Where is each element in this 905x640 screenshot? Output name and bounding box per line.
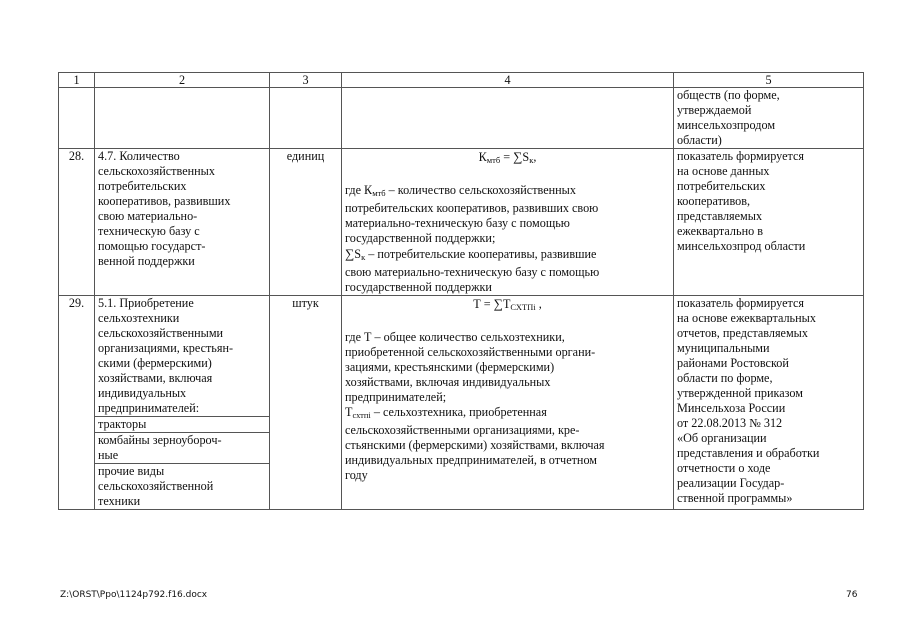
method-cell bbox=[342, 296, 674, 510]
desc-pre: Т bbox=[345, 405, 353, 419]
subitem-combines bbox=[95, 432, 269, 463]
desc-pre: где К bbox=[345, 183, 373, 197]
source-cell bbox=[674, 88, 864, 149]
row-number: 28. bbox=[59, 149, 95, 296]
subitem-tractors bbox=[95, 416, 269, 432]
page-number: 76 bbox=[846, 590, 858, 600]
table-row-28 bbox=[59, 149, 864, 296]
formula-rhs-sub: СХТПi bbox=[510, 302, 536, 312]
formula-rhs: S bbox=[522, 150, 530, 164]
method-description-2 bbox=[345, 405, 670, 483]
method-description-1 bbox=[345, 183, 670, 246]
desc-pre: S bbox=[354, 247, 362, 261]
indicator-cell bbox=[95, 88, 270, 149]
desc-sub: к bbox=[361, 252, 366, 262]
indicator-name: 5.1. Приобретение сельхозтехники сельскохозяйственными организациями, крестьян- скими (фермерскими) хозяйствами, включая индивидуальных предпринимателей: bbox=[98, 296, 234, 415]
formula-rhs-sub: к bbox=[529, 155, 534, 165]
source-cell bbox=[674, 149, 864, 296]
formula-lhs-sub: мтб bbox=[486, 155, 501, 165]
formula-lhs: Т bbox=[473, 297, 481, 311]
table-row-29 bbox=[59, 296, 864, 510]
unit-cell bbox=[270, 88, 342, 149]
header-col-2: 2 bbox=[95, 73, 270, 88]
formula-lhs: К bbox=[478, 150, 487, 164]
sigma-symbol: ∑ bbox=[493, 296, 503, 311]
sigma-symbol: ∑ bbox=[513, 149, 523, 164]
header-col-3: 3 bbox=[270, 73, 342, 88]
document-table bbox=[58, 72, 864, 510]
subitems-list bbox=[95, 416, 269, 509]
footer-file-path: Z:\ORST\Ppo\1124p792.f16.docx bbox=[60, 590, 208, 600]
desc-sub: мтб bbox=[372, 188, 386, 198]
indicator-name: 4.7. Количество сельскохозяйственных потребительских кооперативов, развивших свою материально- техническую базу с помощью государст- венной поддержки bbox=[98, 149, 231, 268]
method-description-2 bbox=[345, 246, 670, 295]
desc-sub: схтпi bbox=[352, 410, 371, 420]
indicator-cell bbox=[95, 149, 270, 296]
header-col-5: 5 bbox=[674, 73, 864, 88]
header-row bbox=[59, 73, 864, 88]
formula-rhs: Т bbox=[502, 297, 511, 311]
source-cell bbox=[674, 296, 864, 510]
subitem-label: тракторы bbox=[98, 417, 147, 431]
subitem-other bbox=[95, 463, 269, 509]
desc-post: – потребительские кооперативы, развившие свою материально-техническую базу с помощью государственной поддержки bbox=[345, 247, 600, 294]
source-text: показатель формируется на основе ежеквартальных отчетов, представляемых муниципальными районами Ростовской области по форме, утвержденной приказом Минсельхоза России от 22.08.2013 № 312 «Об организации представления и обработки отчетности о ходе реализации Государ- ственной программы» bbox=[677, 296, 820, 505]
unit-cell: единиц bbox=[270, 149, 342, 296]
table-row-continuation bbox=[59, 88, 864, 149]
row-number-cell bbox=[59, 88, 95, 149]
method-description-1: где Т – общее количество сельхозтехники, приобретенной сельскохозяйственными органи- зациями, крестьянскими (фермерскими) хозяйствами, включая индивидуальных предпринимателей; bbox=[345, 330, 596, 404]
sigma-symbol: ∑ bbox=[345, 246, 355, 261]
formula-end: , bbox=[533, 150, 537, 164]
header-col-4: 4 bbox=[342, 73, 674, 88]
source-text: показатель формируется на основе данных потребительских кооперативов, представляемых ежеквартально в минсельхозпрод области bbox=[677, 149, 806, 253]
desc-post: – количество сельскохозяйственных потребительских кооперативов, развивших свою материально-техническую базу с помощью государственной поддержки; bbox=[345, 183, 599, 245]
formula-eq: = bbox=[500, 150, 514, 164]
formula-end: , bbox=[535, 297, 542, 311]
formula bbox=[345, 296, 670, 315]
method-cell bbox=[342, 149, 674, 296]
subitem-label: комбайны зерноубороч- ные bbox=[98, 433, 222, 462]
subitem-label: прочие виды сельскохозяйственной техники bbox=[98, 464, 214, 508]
formula-eq: = bbox=[480, 297, 494, 311]
desc-post: – сельхозтехника, приобретенная сельскохозяйственными организациями, кре- стьянскими (фермерскими) хозяйствами, включая индивидуальных предпринимателей, в отчетном году bbox=[345, 405, 605, 482]
formula bbox=[345, 149, 670, 168]
source-text: обществ (по форме, утверждаемой минсельхозпродом области) bbox=[677, 88, 780, 147]
indicator-cell bbox=[95, 296, 270, 510]
header-col-1: 1 bbox=[59, 73, 95, 88]
row-number: 29. bbox=[59, 296, 95, 510]
unit-cell: штук bbox=[270, 296, 342, 510]
method-cell bbox=[342, 88, 674, 149]
